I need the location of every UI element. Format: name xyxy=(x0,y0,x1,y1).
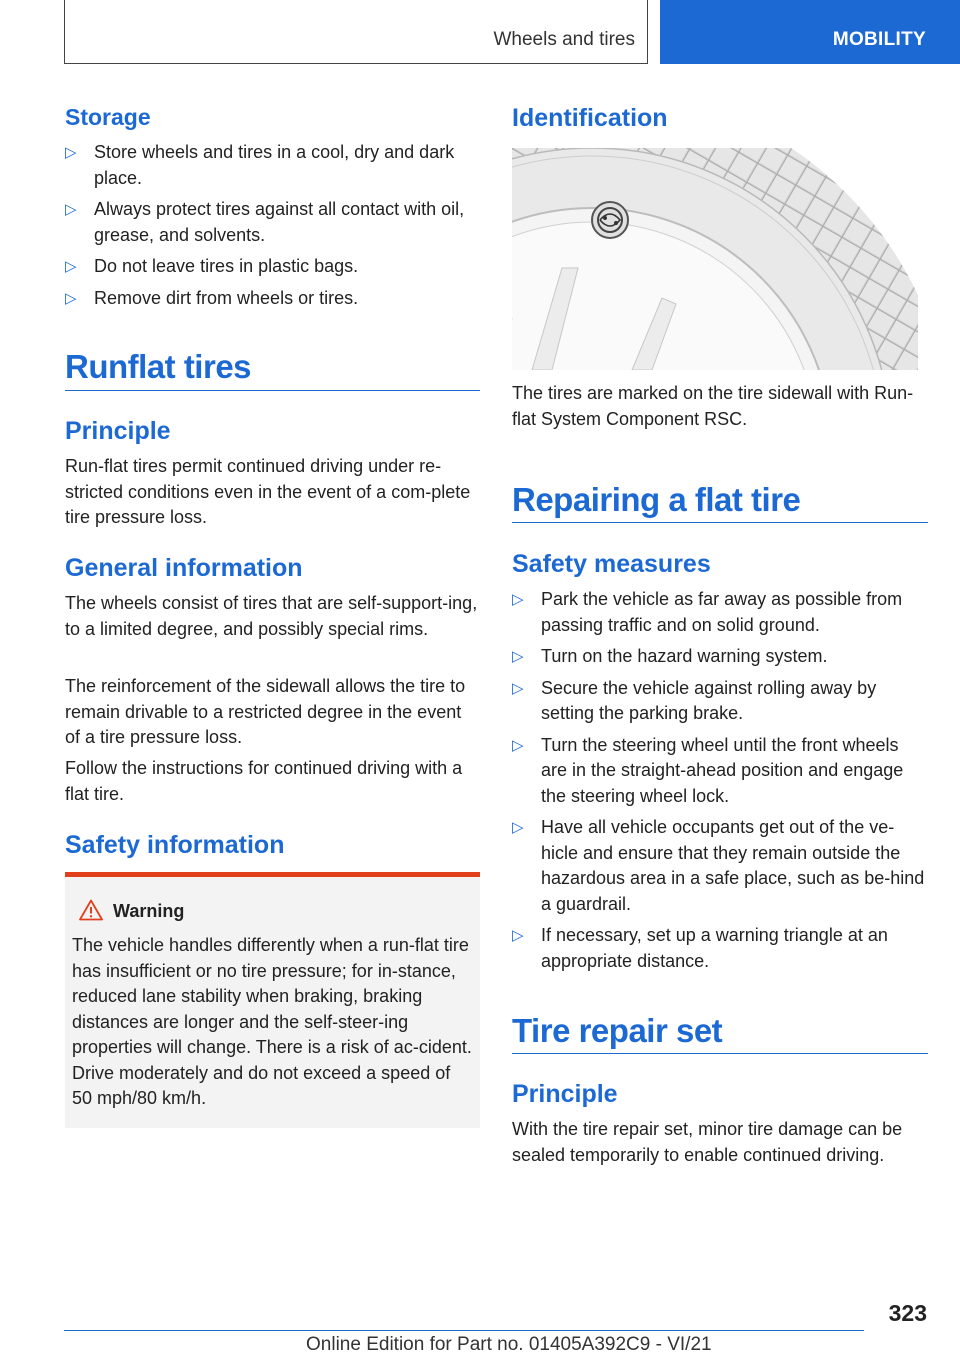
identification-heading: Identification xyxy=(512,104,668,132)
header-section-title: Wheels and tires xyxy=(493,29,635,50)
storage-list xyxy=(65,140,480,311)
safety-measures-heading: Safety measures xyxy=(512,550,711,578)
triangle-bullet-icon: ▷ xyxy=(65,289,77,307)
triangle-bullet-icon: ▷ xyxy=(65,144,77,161)
header-chapter-label: MOBILITY xyxy=(832,29,926,50)
triangle-bullet-icon: ▷ xyxy=(512,819,524,836)
list-item: ▷ Have all vehicle occupants get out of the ve‐hicle and ensure that they remain outside the hazardous area in a safe place, such as be‐hind a guardrail. xyxy=(512,817,925,914)
page-number: 323 xyxy=(888,1300,927,1326)
triangle-bullet-icon: ▷ xyxy=(512,736,524,754)
general-info-p1: The wheels consist of tires that are self-support‐ing, to a limited degree, and possibly special rims. xyxy=(65,593,478,639)
general-info-heading: General information xyxy=(65,554,303,582)
safety-info-heading: Safety information xyxy=(65,831,285,859)
list-item: ▷ Turn on the hazard warning system. xyxy=(512,644,928,670)
triangle-bullet-icon: ▷ xyxy=(512,679,524,697)
list-item: ▷ Store wheels and tires in a cool, dry and dark place. xyxy=(65,142,455,188)
general-info-p2: The reinforcement of the sidewall allows the tire to remain drivable to a restricted degree in the event of a tire pressure loss. xyxy=(65,676,466,747)
repair-heading: Repairing a flat tire xyxy=(512,481,801,518)
runflat-rule xyxy=(65,390,480,391)
list-item: ▷ If necessary, set up a warning triangle at an appropriate distance. xyxy=(512,925,888,971)
runflat-heading: Runflat tires xyxy=(65,348,252,385)
header-section-box xyxy=(64,0,648,64)
tire-sidewall-illustration xyxy=(512,148,918,370)
tire-rsc-marking-image xyxy=(512,148,918,370)
principle-text: Run-flat tires permit continued driving under re‐stricted conditions even in the event of a com‐plete tire pressure loss. xyxy=(65,456,471,527)
safety-measures-list xyxy=(512,587,928,974)
header-chapter-tab xyxy=(660,0,960,64)
kit-principle-heading: Principle xyxy=(512,1080,618,1108)
kit-principle-text: With the tire repair set, minor tire damage can be sealed temporarily to enable continued driving. xyxy=(512,1119,903,1165)
warning-box xyxy=(65,872,480,1128)
tire-repair-set-heading: Tire repair set xyxy=(512,1012,723,1049)
warning-title: Warning xyxy=(113,901,185,921)
warning-text: The vehicle handles differently when a run-flat tire has insufficient or no tire pressure; for in‐stance, reduced lane stability when braking, braking distances are longer and the self-steer‐ing properties will change. There is a risk of ac‐cident. Drive moderately and do not exceed a speed of 50 mph/80 km/h. xyxy=(72,935,472,1108)
list-item: ▷ Turn the steering wheel until the front wheels are in the straight-ahead position and engage the steering wheel lock. xyxy=(512,734,904,806)
footer-edition-text: Online Edition for Part no. 01405A392C9 - VI/21 xyxy=(306,1334,712,1355)
warning-triangle-icon xyxy=(79,899,103,921)
list-item: ▷ Do not leave tires in plastic bags. xyxy=(65,254,480,280)
general-info-p3: Follow the instructions for continued driving with a flat tire. xyxy=(65,758,463,804)
storage-heading: Storage xyxy=(65,104,151,130)
list-item: ▷ Remove dirt from wheels or tires. xyxy=(65,286,480,312)
triangle-bullet-icon: ▷ xyxy=(65,258,77,275)
triangle-bullet-icon: ▷ xyxy=(512,591,524,608)
principle-heading: Principle xyxy=(65,417,171,445)
triangle-bullet-icon: ▷ xyxy=(65,201,77,218)
footer-rule xyxy=(64,1330,864,1331)
triangle-bullet-icon: ▷ xyxy=(512,648,524,665)
identification-caption: The tires are marked on the tire sidewall with Run-flat System Component RSC. xyxy=(512,383,914,429)
tire-repair-set-rule xyxy=(512,1053,928,1054)
repair-rule xyxy=(512,522,928,523)
triangle-bullet-icon: ▷ xyxy=(512,927,524,944)
list-item: ▷ Secure the vehicle against rolling away by setting the parking brake. xyxy=(512,677,877,723)
list-item: ▷ Always protect tires against all contact with oil, grease, and solvents. xyxy=(65,199,465,245)
list-item: ▷ Park the vehicle as far away as possible from passing traffic and on solid ground. xyxy=(512,589,903,635)
